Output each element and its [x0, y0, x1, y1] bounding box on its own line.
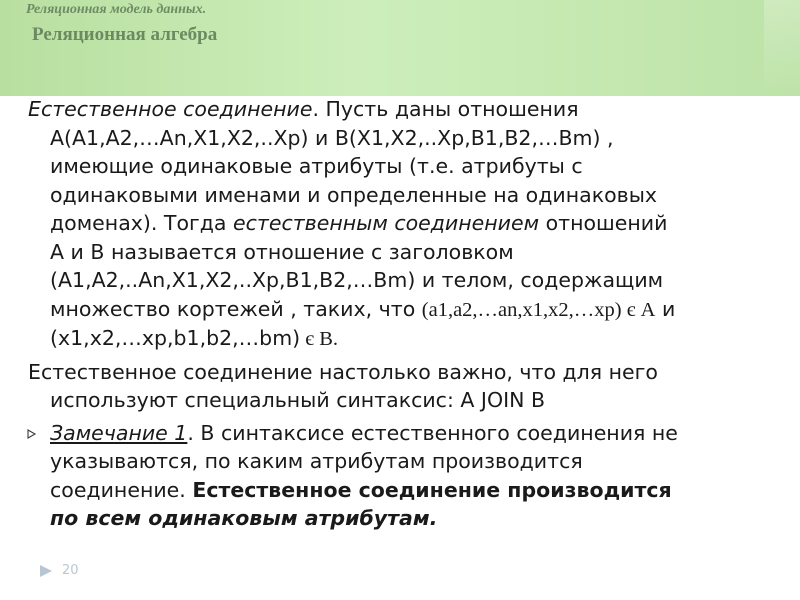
slide-subtitle: Реляционная модель данных. — [26, 2, 207, 17]
paragraph1-line2: A(A1,A2,…An,X1,X2,..Xp) и B(X1,X2,..Xp,B1,B2,…Bm) , — [50, 125, 614, 150]
note-emphasis: Естественное соединение производится — [192, 477, 672, 502]
slide-number: 20 — [62, 563, 79, 578]
paragraph-join-syntax — [28, 358, 768, 415]
paragraph2-line2: используют специальный синтаксис: A JOIN B — [50, 388, 546, 412]
paragraph1-line4: одинаковыми именами и определенные на одинаковых — [50, 182, 658, 207]
note-label: Замечание 1 — [50, 420, 188, 445]
note-line1: . В синтаксисе естественного соединения не — [187, 420, 678, 445]
paragraph-natural-join-definition — [28, 95, 768, 354]
tuple-in-a: (a1,a2,…an,x1,x2,…xp) є A — [421, 298, 656, 321]
paragraph1-line8c: и — [655, 296, 676, 321]
note-line2: указываются, по каким атрибутам производится — [50, 449, 583, 473]
paragraph1-line5c: отношений — [539, 211, 668, 235]
slide-content — [28, 95, 768, 533]
header-edge — [764, 0, 800, 96]
tuple-in-b: (x1,x2,…xp,b1,b2,…bm) — [50, 326, 301, 350]
note-line3a: соединение. — [50, 477, 193, 502]
paragraph1-line6: A и B называется отношение с заголовком — [50, 239, 514, 264]
note-1 — [28, 419, 768, 533]
paragraph1-line8a: множество кортежей , таких, что — [50, 296, 422, 321]
paragraph1-line5a: доменах). Тогда — [50, 211, 234, 235]
slide-title: Реляционная алгебра — [32, 24, 218, 45]
paragraph1-lead: . Пусть даны отношения — [312, 97, 579, 121]
bullet-icon — [26, 428, 38, 440]
note-line4: по всем одинаковым атрибутам. — [50, 506, 438, 530]
play-arrow-icon — [38, 563, 54, 579]
paragraph1-line3: имеющие одинаковые атрибуты (т.е. атрибуты с — [50, 154, 583, 178]
tuple-in-b-member: є B. — [300, 328, 339, 350]
term-natural-join: Естественное соединение — [28, 97, 313, 121]
term-natural-join-emphasis: естественным соединением — [233, 211, 540, 235]
paragraph2-line1: Естественное соединение настолько важно, что для него — [28, 359, 658, 384]
paragraph1-line7: (A1,A2,..An,X1,X2,..Xp,B1,B2,…Bm) и телом, содержащим — [50, 268, 664, 292]
